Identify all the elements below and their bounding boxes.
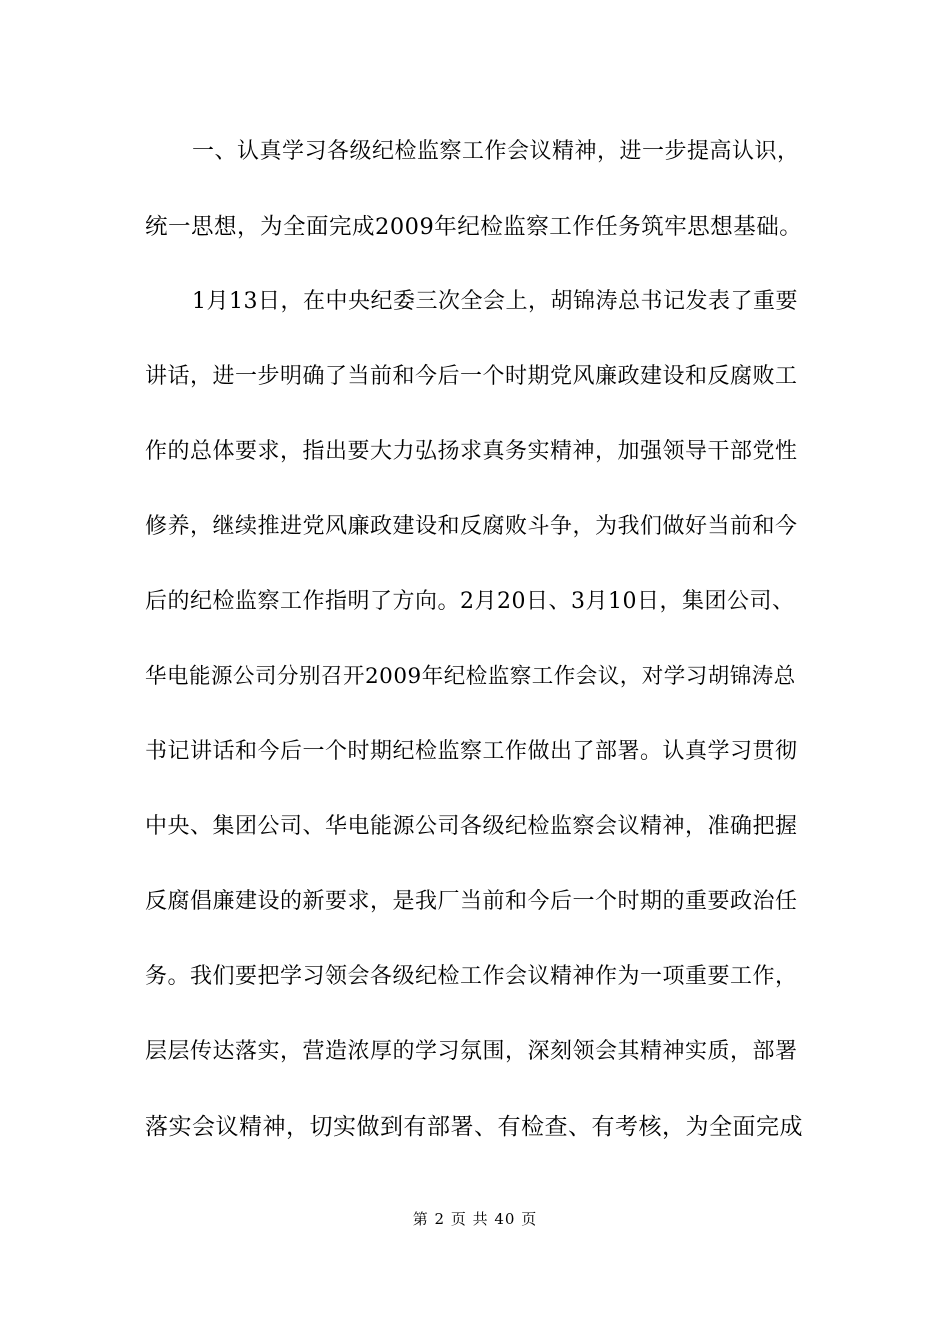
text-line: 层层传达落实，营造浓厚的学习氛围，深刻领会其精神实质，部署 [145,1039,798,1064]
text-line: 一、认真学习各级纪检监察工作会议精神，进一步提高认识， [192,139,800,164]
text-line: 反腐倡廉建设的新要求，是我厂当前和今后一个时期的重要政治任 [145,889,798,914]
text-line: 中央、集团公司、华电能源公司各级纪检监察会议精神，准确把握 [145,814,798,839]
text-line: 落实会议精神，切实做到有部署、有检查、有考核，为全面完成 [145,1114,803,1140]
page-number: 第 2 页 共 40 页 [412,1210,538,1228]
text-line: 书记讲话和今后一个时期纪检监察工作做出了部署。认真学习贯彻 [145,739,798,764]
text-line: 讲话，进一步明确了当前和今后一个时期党风廉政建设和反腐败工 [145,364,798,389]
text-line: 1月13日，在中央纪委三次全会上，胡锦涛总书记发表了重要 [192,289,798,314]
text-line: 统一思想，为全面完成2009年纪检监察工作任务筑牢思想基础。 [145,214,803,240]
text-line: 修养，继续推进党风廉政建设和反腐败斗争，为我们做好当前和今 [145,514,798,539]
text-line: 作的总体要求，指出要大力弘扬求真务实精神，加强领导干部党性 [145,439,798,464]
text-line: 华电能源公司分别召开2009年纪检监察工作会议，对学习胡锦涛总 [145,664,796,689]
text-line: 后的纪检监察工作指明了方向。2月20日、3月10日，集团公司、 [145,589,795,614]
text-line: 务。我们要把学习领会各级纪检工作会议精神作为一项重要工作， [145,964,798,989]
